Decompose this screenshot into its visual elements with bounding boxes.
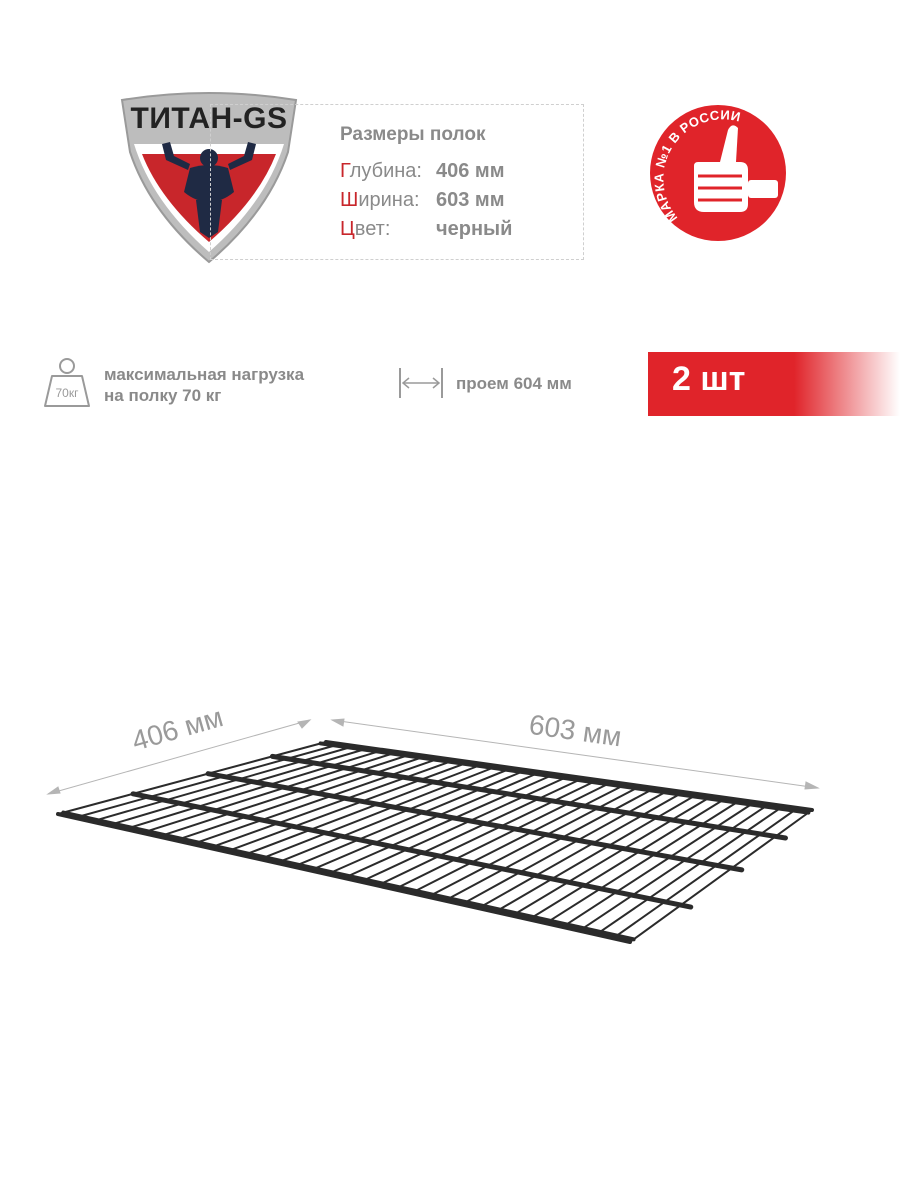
span-text: проем 604 мм [456, 374, 572, 393]
spec-title: Размеры полок [340, 124, 486, 145]
shelf-cross-wire [411, 784, 626, 893]
brand-badge [648, 100, 788, 246]
spec-label: вет: [354, 218, 391, 240]
span-arrow-icon [398, 366, 444, 400]
shelf-cross-wire [378, 780, 598, 886]
depth-dimension-label: 406 мм [128, 701, 227, 757]
shelf-cross-wire [512, 796, 712, 916]
spec-label: лубина: [349, 160, 422, 182]
badge-text: МАРКА №1 В РОССИИ [651, 107, 743, 226]
spec-row-color [340, 218, 512, 241]
weight-icon-label: 70кг [55, 386, 79, 400]
width-dimension-label: 603 мм [527, 708, 624, 753]
spec-row-width [340, 189, 505, 212]
shelf-cross-wire [479, 792, 684, 908]
wire-shelf-illustration [0, 690, 900, 990]
spec-row-depth [340, 160, 505, 183]
weight-icon [42, 356, 92, 410]
shelf-cross-wire [462, 790, 669, 904]
spec-value: 603 мм [436, 189, 505, 211]
max-load-text [104, 364, 304, 406]
shelf-cross-wire [495, 794, 697, 912]
shelf-cross-wire [394, 782, 611, 889]
quantity-banner [648, 352, 900, 416]
spec-label: ирина: [358, 189, 420, 211]
max-load-line1: максимальная нагрузка [104, 365, 305, 384]
shelf-cross-wire [563, 802, 755, 927]
max-load-line2: на полку 70 кг [104, 386, 222, 405]
spec-label-initial: Г [340, 160, 350, 182]
shelf-cross-wire [546, 800, 741, 923]
shelf-cross-wire [361, 778, 583, 882]
shelf-cross-wire [529, 798, 726, 919]
brand-name: ТИТАН-GS [130, 102, 288, 135]
shelf-cross-wire [445, 788, 655, 901]
thumbs-up-badge-icon [648, 100, 788, 246]
spec-value: 406 мм [436, 160, 505, 182]
spec-value: черный [436, 218, 513, 240]
shelf-cross-wire [428, 786, 640, 897]
spec-label-initial: Ц [340, 218, 355, 240]
quantity-text: 2 шт [672, 360, 746, 398]
spec-label-initial: Ш [340, 189, 359, 211]
